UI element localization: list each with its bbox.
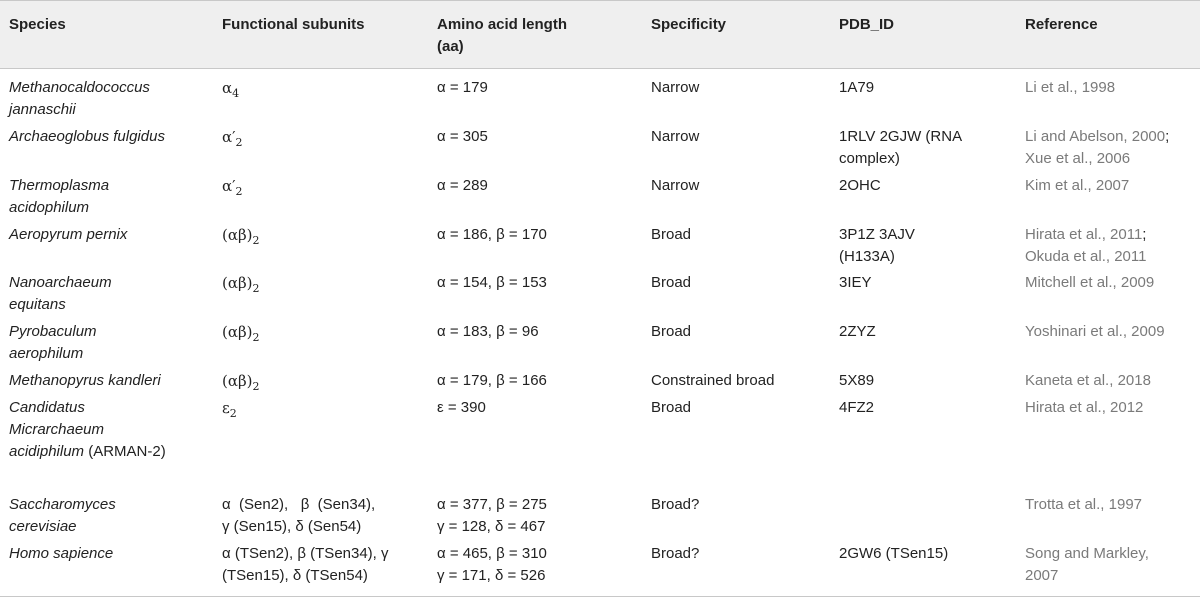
- species-name: Methanocaldococcus: [9, 79, 150, 96]
- subunit-base: (αβ): [222, 226, 253, 244]
- header-subunits: Functional subunits: [222, 16, 365, 33]
- header-length-unit: (aa): [437, 38, 464, 55]
- specificity: Constrained broad: [651, 372, 775, 389]
- subunit-base: α: [222, 79, 233, 97]
- subunit-formula: [222, 370, 260, 392]
- species-name: Methanopyrus kandleri: [9, 372, 161, 389]
- subunit-formula: [222, 224, 260, 246]
- reference-link: [1025, 565, 1058, 587]
- reference-link: [1025, 543, 1149, 565]
- species-name: Thermoplasma: [9, 177, 110, 194]
- pdb-id: 1RLV 2GJW (RNA: [839, 128, 963, 145]
- subunit-formula: [222, 77, 239, 99]
- bottom-rule: [0, 596, 1200, 597]
- amino-acid-length: α = 183, β = 96: [437, 323, 539, 340]
- table-header: [0, 0, 1200, 69]
- subunit-formula: [222, 272, 260, 294]
- specificity: Broad?: [651, 545, 700, 562]
- species-name: Saccharomyces: [9, 496, 116, 513]
- pdb-id: 2ZYZ: [839, 323, 876, 340]
- amino-acid-length: α = 289: [437, 177, 488, 194]
- amino-acid-length: α = 154, β = 153: [437, 274, 547, 291]
- species-name: Micrarchaeum: [9, 421, 105, 438]
- reference-link: [1025, 224, 1146, 246]
- subunit-text: α (TSen2), β (TSen34), γ: [222, 545, 389, 562]
- subunit-formula: [222, 397, 237, 419]
- specificity: Narrow: [651, 177, 700, 194]
- species-name: Pyrobaculum: [9, 323, 97, 340]
- species-name: cerevisiae: [9, 518, 77, 535]
- reference-link: [1025, 272, 1154, 294]
- subunit-formula: [222, 126, 243, 148]
- species-name: Homo sapience: [9, 545, 114, 562]
- amino-acid-length: α = 377, β = 275: [437, 496, 547, 513]
- reference-text[interactable]: Hirata et al., 2012: [1025, 399, 1144, 416]
- species-name: Archaeoglobus fulgidus: [9, 128, 165, 145]
- pdb-id: 3IEY: [839, 274, 872, 291]
- pdb-id: 5X89: [839, 372, 875, 389]
- reference-link: [1025, 77, 1115, 99]
- subunit-formula: [222, 321, 260, 343]
- pdb-id: 2GW6 (TSen15): [839, 545, 949, 562]
- pdb-id: 2OHC: [839, 177, 881, 194]
- species-name: acidiphilum (ARMAN-2): [9, 443, 166, 460]
- amino-acid-length: α = 179, β = 166: [437, 372, 547, 389]
- pdb-id: 3P1Z 3AJV: [839, 226, 915, 243]
- amino-acid-length: α = 186, β = 170: [437, 226, 547, 243]
- reference-text[interactable]: Li et al., 1998: [1025, 79, 1116, 96]
- pdb-id: complex): [839, 150, 900, 167]
- reference-link: [1025, 321, 1165, 343]
- species-name: Nanoarchaeum: [9, 274, 112, 291]
- subunit-index: 2: [235, 136, 243, 149]
- species-name: jannaschii: [9, 101, 76, 118]
- reference-text[interactable]: Li and Abelson, 2000: [1025, 128, 1166, 145]
- subunit-text: γ (Sen15), δ (Sen54): [222, 518, 362, 535]
- reference-text[interactable]: 2007: [1025, 567, 1059, 584]
- reference-link: [1025, 175, 1129, 197]
- reference-text[interactable]: Okuda et al., 2011: [1025, 248, 1147, 265]
- specificity: Narrow: [651, 79, 700, 96]
- subunit-index: 2: [252, 234, 260, 247]
- species-note: (ARMAN-2): [84, 443, 166, 460]
- pdb-id: 1A79: [839, 79, 875, 96]
- specificity: Broad?: [651, 496, 700, 513]
- pdb-id: (H133A): [839, 248, 895, 265]
- amino-acid-length: ε = 390: [437, 399, 486, 416]
- reference-link: [1025, 494, 1142, 516]
- species-name: equitans: [9, 296, 66, 313]
- pdb-id: 4FZ2: [839, 399, 875, 416]
- reference-text[interactable]: Kim et al., 2007: [1025, 177, 1130, 194]
- header-species: Species: [9, 16, 66, 33]
- subunit-base: (αβ): [222, 372, 253, 390]
- reference-text[interactable]: Song and Markley,: [1025, 545, 1149, 562]
- subunit-base: (αβ): [222, 323, 253, 341]
- subunit-base: α′: [222, 177, 236, 195]
- subunit-index: 4: [232, 87, 240, 100]
- species-name: Candidatus: [9, 399, 85, 416]
- species-name: aerophilum: [9, 345, 84, 362]
- reference-link: [1025, 397, 1143, 419]
- amino-acid-length: γ = 128, δ = 467: [437, 518, 546, 535]
- reference-separator: ;: [1165, 128, 1170, 145]
- subunit-index: 2: [252, 282, 260, 295]
- header-length: Amino acid length: [437, 16, 568, 33]
- reference-text[interactable]: Hirata et al., 2011: [1025, 226, 1143, 243]
- header-reference: Reference: [1025, 16, 1098, 33]
- specificity: Narrow: [651, 128, 700, 145]
- reference-link: [1025, 370, 1151, 392]
- header-specificity: Specificity: [651, 16, 727, 33]
- specificity: Broad: [651, 399, 692, 416]
- reference-text[interactable]: Trotta et al., 1997: [1025, 496, 1143, 513]
- species-name: Aeropyrum pernix: [9, 226, 128, 243]
- subunit-base: ε: [222, 399, 230, 417]
- subunit-index: 2: [252, 380, 260, 393]
- subunit-formula: [222, 175, 243, 197]
- specificity: Broad: [651, 323, 692, 340]
- species-name: acidophilum: [9, 199, 90, 216]
- subunit-text: α (Sen2), β (Sen34),: [222, 496, 376, 513]
- subunit-base: (αβ): [222, 274, 253, 292]
- amino-acid-length: α = 179: [437, 79, 488, 96]
- subunit-index: 2: [252, 331, 260, 344]
- amino-acid-length: α = 305: [437, 128, 488, 145]
- specificity: Broad: [651, 226, 692, 243]
- reference-link: [1025, 126, 1169, 148]
- reference-text[interactable]: Mitchell et al., 2009: [1025, 274, 1155, 291]
- subunit-index: 2: [235, 185, 243, 198]
- reference-link: [1025, 246, 1146, 268]
- reference-text[interactable]: Kaneta et al., 2018: [1025, 372, 1151, 389]
- reference-link: [1025, 148, 1130, 170]
- reference-separator: ;: [1142, 226, 1147, 243]
- amino-acid-length: α = 465, β = 310: [437, 545, 547, 562]
- subunit-base: α′: [222, 128, 236, 146]
- subunit-text: (TSen15), δ (TSen54): [222, 567, 368, 584]
- header-pdb: PDB_ID: [839, 16, 895, 33]
- specificity: Broad: [651, 274, 692, 291]
- subunit-index: 2: [229, 407, 237, 420]
- amino-acid-length: γ = 171, δ = 526: [437, 567, 546, 584]
- reference-text[interactable]: Yoshinari et al., 2009: [1025, 323, 1165, 340]
- reference-text[interactable]: Xue et al., 2006: [1025, 150, 1131, 167]
